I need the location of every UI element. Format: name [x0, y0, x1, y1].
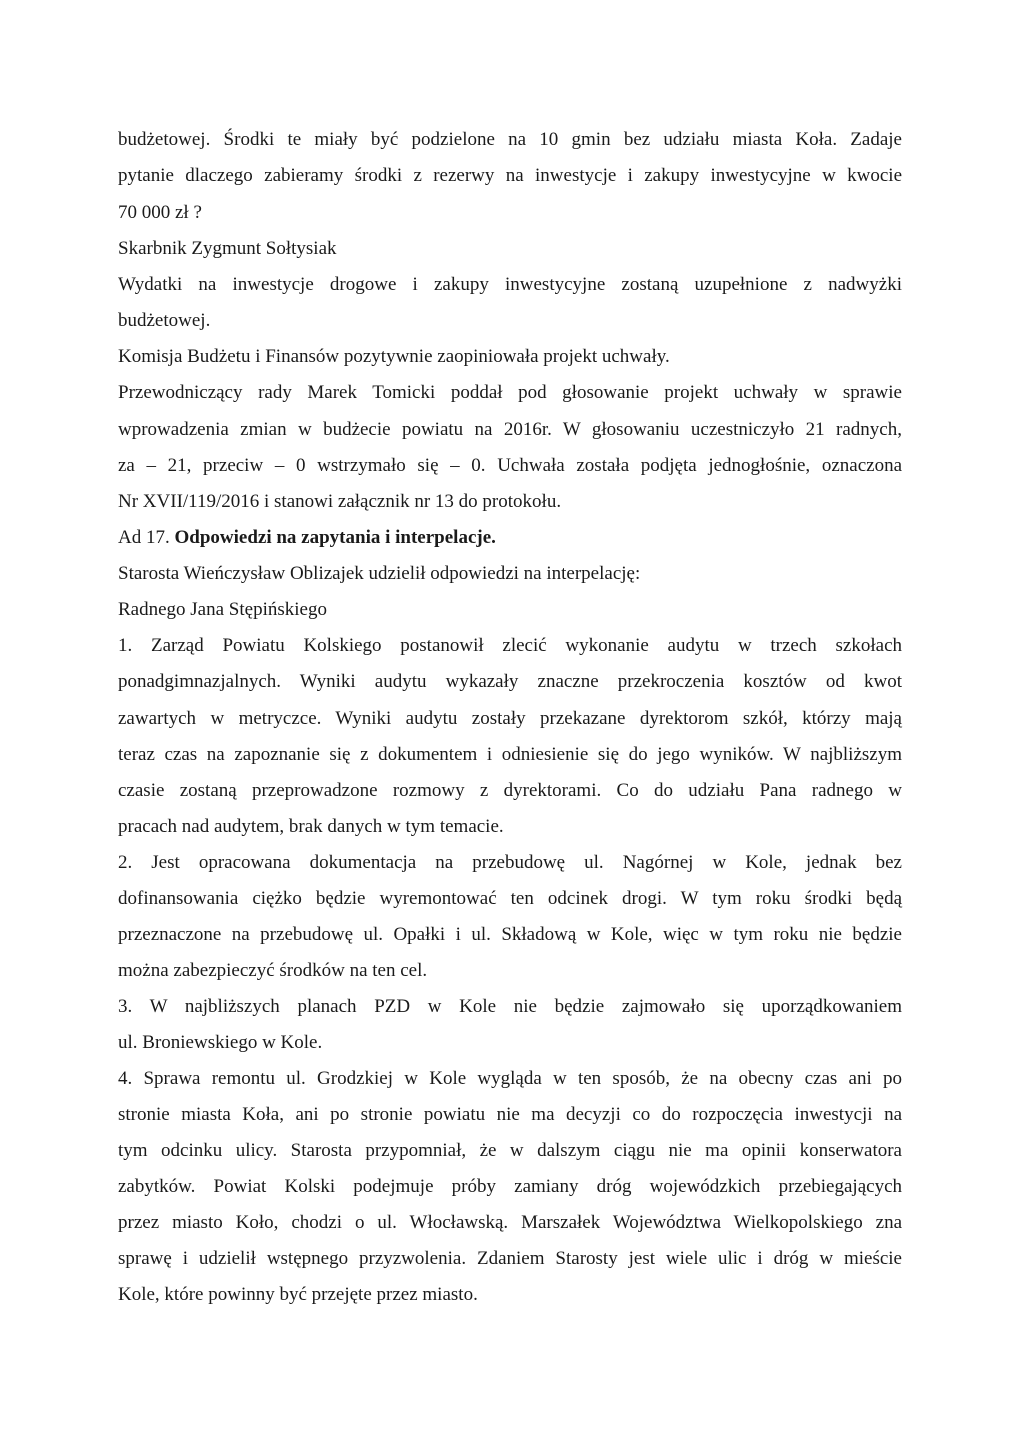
- text-line: ponadgimnazjalnych. Wyniki audytu wykazały znaczne przekroczenia kosztów od kwot: [118, 671, 902, 692]
- text-line: stronie miasta Koła, ani po stronie powiatu nie ma decyzji co do rozpoczęcia inwestycji na: [118, 1104, 902, 1125]
- text-line: wprowadzenia zmian w budżecie powiatu na 2016r. W głosowaniu uczestniczyło 21 radnych,: [118, 419, 902, 440]
- text-line: budżetowej.: [118, 310, 211, 331]
- text-line: Komisja Budżetu i Finansów pozytywnie zaopiniowała projekt uchwały.: [118, 346, 670, 367]
- text-line: zabytków. Powiat Kolski podejmuje próby zamiany dróg wojewódzkich przebiegających: [118, 1176, 902, 1197]
- section-title: Odpowiedzi na zapytania i interpelacje.: [174, 527, 496, 548]
- text-line: Nr XVII/119/2016 i stanowi załącznik nr 13 do protokołu.: [118, 491, 562, 512]
- section-number: Ad 17.: [118, 527, 175, 548]
- text-line: Wydatki na inwestycje drogowe i zakupy inwestycyjne zostaną uzupełnione z nadwyżki: [118, 274, 902, 295]
- text-line: przeznaczone na przebudowę ul. Opałki i ul. Składową w Kole, więc w tym roku nie będzie: [118, 924, 902, 945]
- section-heading: [118, 527, 902, 549]
- text-line: za – 21, przeciw – 0 wstrzymało się – 0. Uchwała została podjęta jednogłośnie, oznaczona: [118, 455, 902, 476]
- text-line: sprawę i udzielił wstępnego przyzwolenia. Zdaniem Starosty jest wiele ulic i dróg w mieście: [118, 1248, 902, 1269]
- text-line: 1. Zarząd Powiatu Kolskiego postanowił zlecić wykonanie audytu w trzech szkołach: [118, 635, 902, 656]
- text-line: dofinansowania ciężko będzie wyremontować ten odcinek drogi. W tym roku środki będą: [118, 888, 902, 909]
- text-line: Starosta Wieńczysław Oblizajek udzielił odpowiedzi na interpelację:: [118, 563, 641, 584]
- text-line: pracach nad audytem, brak danych w tym temacie.: [118, 816, 504, 837]
- text-line: przez miasto Koło, chodzi o ul. Włocławską. Marszałek Województwa Wielkopolskiego zna: [118, 1212, 902, 1233]
- text-line: tym odcinku ulicy. Starosta przypomniał, że w dalszym ciągu nie ma opinii konserwatora: [118, 1140, 902, 1161]
- text-line: 70 000 zł ?: [118, 202, 202, 223]
- text-line: 3. W najbliższych planach PZD w Kole nie będzie zajmowało się uporządkowaniem: [118, 996, 902, 1017]
- text-line: pytanie dlaczego zabieramy środki z rezerwy na inwestycje i zakupy inwestycyjne w kwocie: [118, 165, 902, 186]
- text-line: można zabezpieczyć środków na ten cel.: [118, 960, 428, 981]
- text-line: Przewodniczący rady Marek Tomicki poddał pod głosowanie projekt uchwały w sprawie: [118, 382, 902, 403]
- text-line: zawartych w metryczce. Wyniki audytu zostały przekazane dyrektorom szkół, którzy mają: [118, 708, 902, 729]
- text-line: Skarbnik Zygmunt Sołtysiak: [118, 238, 337, 259]
- text-line: 4. Sprawa remontu ul. Grodzkiej w Kole wygląda w ten sposób, że na obecny czas ani po: [118, 1068, 902, 1089]
- text-line: Radnego Jana Stępińskiego: [118, 599, 327, 620]
- text-line: czasie zostaną przeprowadzone rozmowy z dyrektorami. Co do udziału Pana radnego w: [118, 780, 902, 801]
- text-line: teraz czas na zapoznanie się z dokumentem i odniesienie się do jego wyników. W najbliższym: [118, 744, 902, 765]
- text-line: budżetowej. Środki te miały być podzielone na 10 gmin bez udziału miasta Koła. Zadaje: [118, 129, 902, 150]
- text-line: 2. Jest opracowana dokumentacja na przebudowę ul. Nagórnej w Kole, jednak bez: [118, 852, 902, 873]
- text-line: Kole, które powinny być przejęte przez miasto.: [118, 1284, 478, 1305]
- text-line: ul. Broniewskiego w Kole.: [118, 1032, 323, 1053]
